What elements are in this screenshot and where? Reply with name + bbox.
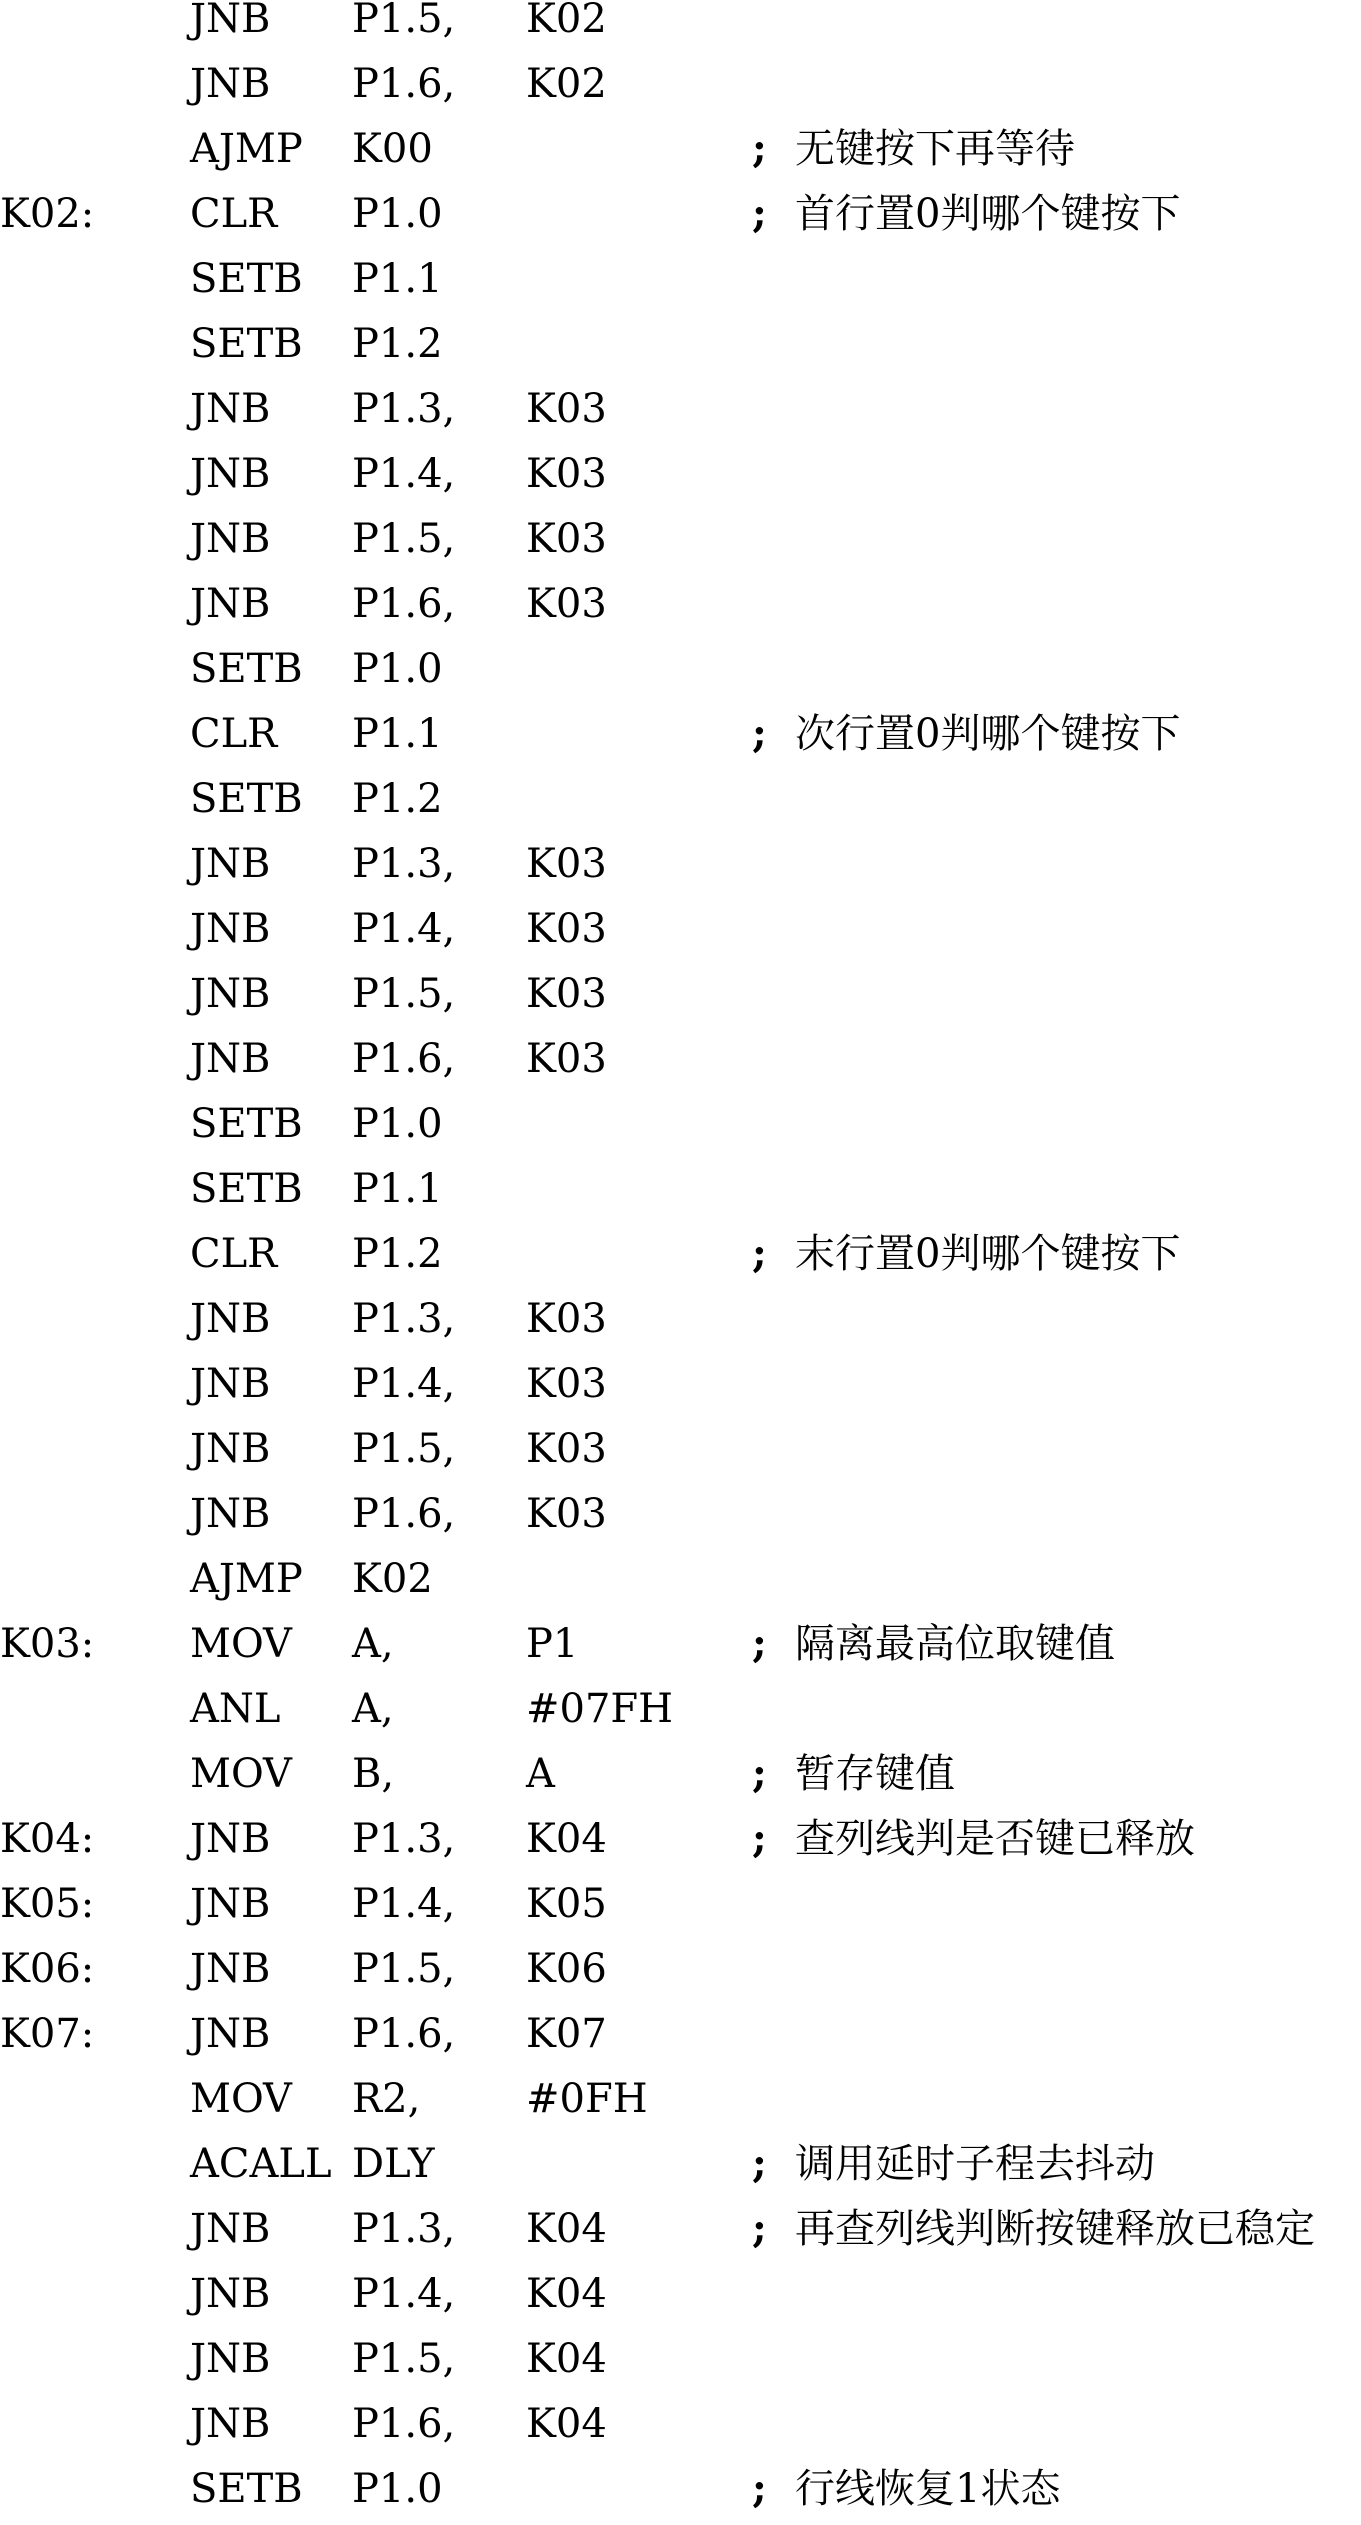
code-operand-1: P1.0 <box>352 191 443 237</box>
code-mnemonic: JNB <box>190 1426 271 1472</box>
code-line <box>0 571 1361 637</box>
code-line <box>0 1156 1361 1222</box>
code-operand-2: K03 <box>526 1296 607 1342</box>
code-mnemonic: AJMP <box>190 1556 303 1602</box>
code-line <box>0 51 1361 117</box>
code-operand-1: R2, <box>352 2076 421 2122</box>
code-operand-2: K04 <box>526 2336 607 2382</box>
code-mnemonic: CLR <box>190 1231 278 1277</box>
code-mnemonic: SETB <box>190 2466 303 2512</box>
code-comment: 末行置0判哪个键按下 <box>795 1231 1181 1277</box>
code-operand-1: P1.1 <box>352 711 443 757</box>
code-operand-1: P1.2 <box>352 1231 443 1277</box>
code-mnemonic: MOV <box>190 1621 292 1667</box>
code-line <box>0 766 1361 832</box>
code-operand-2: K04 <box>526 2271 607 2317</box>
code-line <box>0 246 1361 312</box>
code-operand-1: P1.6, <box>352 61 456 107</box>
comment-delimiter: ; <box>752 1230 767 1277</box>
code-operand-1: A, <box>352 1621 394 1667</box>
code-mnemonic: JNB <box>190 1036 271 1082</box>
code-line <box>0 2391 1361 2457</box>
code-mnemonic: JNB <box>190 2206 271 2252</box>
code-mnemonic: SETB <box>190 321 303 367</box>
code-mnemonic: JNB <box>190 1946 271 1992</box>
code-operand-1: P1.1 <box>352 1166 443 1212</box>
code-line <box>0 1676 1361 1742</box>
comment-delimiter: ; <box>752 190 767 237</box>
code-line <box>0 2456 1361 2522</box>
code-operand-2: K03 <box>526 1036 607 1082</box>
code-mnemonic: JNB <box>190 2011 271 2057</box>
comment-delimiter: ; <box>752 2140 767 2187</box>
code-mnemonic: JNB <box>190 61 271 107</box>
code-operand-1: P1.5, <box>352 516 456 562</box>
code-operand-2: A <box>526 1751 555 1797</box>
code-mnemonic: MOV <box>190 1751 292 1797</box>
code-mnemonic: JNB <box>190 451 271 497</box>
code-mnemonic: JNB <box>190 906 271 952</box>
code-operand-2: #07FH <box>526 1686 674 1732</box>
code-operand-1: P1.6, <box>352 581 456 627</box>
code-line <box>0 2326 1361 2392</box>
code-operand-1: P1.5, <box>352 2336 456 2382</box>
code-mnemonic: SETB <box>190 256 303 302</box>
code-operand-2: K03 <box>526 971 607 1017</box>
code-line <box>0 2261 1361 2327</box>
code-operand-1: P1.3, <box>352 841 456 887</box>
code-mnemonic: MOV <box>190 2076 292 2122</box>
code-operand-2: K03 <box>526 581 607 627</box>
code-label: K05: <box>0 1881 95 1927</box>
code-mnemonic: JNB <box>190 2336 271 2382</box>
code-operand-2: K03 <box>526 906 607 952</box>
code-mnemonic: JNB <box>190 1491 271 1537</box>
comment-delimiter: ; <box>752 710 767 757</box>
code-line <box>0 831 1361 897</box>
code-operand-2: #0FH <box>526 2076 648 2122</box>
code-line <box>0 376 1361 442</box>
code-comment: 次行置0判哪个键按下 <box>795 711 1181 757</box>
code-comment: 首行置0判哪个键按下 <box>795 191 1181 237</box>
code-mnemonic: SETB <box>190 776 303 822</box>
code-mnemonic: SETB <box>190 1166 303 1212</box>
code-operand-1: P1.6, <box>352 1036 456 1082</box>
code-operand-1: P1.0 <box>352 1101 443 1147</box>
code-mnemonic: AJMP <box>190 126 303 172</box>
code-operand-1: P1.2 <box>352 776 443 822</box>
code-operand-1: P1.6, <box>352 2011 456 2057</box>
code-mnemonic: JNB <box>190 581 271 627</box>
code-operand-2: K07 <box>526 2011 607 2057</box>
code-operand-1: P1.5, <box>352 1426 456 1472</box>
code-line <box>0 1806 1361 1872</box>
code-label: K03: <box>0 1621 95 1667</box>
code-line <box>0 636 1361 702</box>
code-line <box>0 2196 1361 2262</box>
comment-delimiter: ; <box>752 2465 767 2512</box>
code-operand-1: P1.4, <box>352 451 456 497</box>
code-mnemonic: CLR <box>190 711 278 757</box>
code-operand-2: K03 <box>526 1361 607 1407</box>
code-operand-1: A, <box>352 1686 394 1732</box>
code-operand-2: K03 <box>526 1426 607 1472</box>
code-mnemonic: JNB <box>190 1816 271 1862</box>
code-line <box>0 1091 1361 1157</box>
code-operand-1: P1.5, <box>352 1946 456 1992</box>
code-operand-2: K04 <box>526 2206 607 2252</box>
code-operand-1: P1.5, <box>352 0 456 42</box>
comment-delimiter: ; <box>752 1815 767 1862</box>
code-label: K06: <box>0 1946 95 1992</box>
code-operand-1: P1.6, <box>352 1491 456 1537</box>
code-operand-1: P1.6, <box>352 2401 456 2447</box>
code-mnemonic: SETB <box>190 1101 303 1147</box>
code-comment: 再查列线判断按键释放已稳定 <box>795 2206 1315 2252</box>
code-line <box>0 1936 1361 2002</box>
code-line <box>0 896 1361 962</box>
comment-delimiter: ; <box>752 1620 767 1667</box>
code-operand-1: P1.0 <box>352 646 443 692</box>
code-line <box>0 1286 1361 1352</box>
code-operand-1: K00 <box>352 126 433 172</box>
code-line <box>0 1611 1361 1677</box>
code-comment: 隔离最高位取键值 <box>795 1621 1115 1667</box>
code-line <box>0 441 1361 507</box>
code-comment: 行线恢复1状态 <box>795 2466 1061 2512</box>
code-mnemonic: JNB <box>190 1881 271 1927</box>
code-label: K04: <box>0 1816 95 1862</box>
code-mnemonic: ANL <box>190 1686 281 1732</box>
code-line <box>0 701 1361 767</box>
code-line <box>0 1026 1361 1092</box>
code-operand-1: P1.1 <box>352 256 443 302</box>
code-operand-2: K02 <box>526 61 607 107</box>
code-comment: 查列线判是否键已释放 <box>795 1816 1195 1862</box>
code-operand-1: DLY <box>352 2141 435 2187</box>
code-operand-2: K05 <box>526 1881 607 1927</box>
comment-delimiter: ; <box>752 2205 767 2252</box>
code-mnemonic: JNB <box>190 0 271 42</box>
code-mnemonic: JNB <box>190 1361 271 1407</box>
code-line <box>0 1546 1361 1612</box>
code-line <box>0 506 1361 572</box>
code-operand-1: P1.3, <box>352 1816 456 1862</box>
code-comment: 无键按下再等待 <box>795 126 1075 172</box>
code-operand-1: P1.4, <box>352 906 456 952</box>
code-comment: 暂存键值 <box>795 1751 955 1797</box>
code-mnemonic: JNB <box>190 2401 271 2447</box>
code-line <box>0 1481 1361 1547</box>
code-operand-1: P1.5, <box>352 971 456 1017</box>
code-operand-2: K04 <box>526 2401 607 2447</box>
code-line <box>0 311 1361 377</box>
code-mnemonic: JNB <box>190 2271 271 2317</box>
code-label: K07: <box>0 2011 95 2057</box>
code-mnemonic: CLR <box>190 191 278 237</box>
code-operand-1: P1.3, <box>352 2206 456 2252</box>
code-line <box>0 1871 1361 1937</box>
code-line <box>0 1221 1361 1287</box>
comment-delimiter: ; <box>752 1750 767 1797</box>
code-operand-1: P1.4, <box>352 2271 456 2317</box>
code-line <box>0 116 1361 182</box>
code-line <box>0 961 1361 1027</box>
code-operand-2: K03 <box>526 386 607 432</box>
code-line <box>0 1351 1361 1417</box>
code-operand-2: P1 <box>526 1621 579 1667</box>
code-line <box>0 2066 1361 2132</box>
code-mnemonic: JNB <box>190 516 271 562</box>
code-mnemonic: JNB <box>190 971 271 1017</box>
code-mnemonic: JNB <box>190 386 271 432</box>
code-operand-1: P1.3, <box>352 386 456 432</box>
code-operand-1: K02 <box>352 1556 433 1602</box>
code-line <box>0 181 1361 247</box>
code-line <box>0 2131 1361 2197</box>
code-operand-2: K02 <box>526 0 607 42</box>
code-line <box>0 2001 1361 2067</box>
code-operand-1: P1.4, <box>352 1881 456 1927</box>
code-line <box>0 1741 1361 1807</box>
code-operand-2: K04 <box>526 1816 607 1862</box>
code-mnemonic: JNB <box>190 841 271 887</box>
code-operand-1: B, <box>352 1751 395 1797</box>
comment-delimiter: ; <box>752 125 767 172</box>
code-comment: 调用延时子程去抖动 <box>795 2141 1155 2187</box>
code-operand-2: K03 <box>526 1491 607 1537</box>
code-mnemonic: ACALL <box>190 2141 332 2187</box>
code-operand-2: K03 <box>526 451 607 497</box>
code-mnemonic: SETB <box>190 646 303 692</box>
code-operand-2: K03 <box>526 841 607 887</box>
code-label: K02: <box>0 191 95 237</box>
code-line <box>0 0 1361 52</box>
code-line <box>0 1416 1361 1482</box>
code-operand-1: P1.2 <box>352 321 443 367</box>
code-operand-2: K06 <box>526 1946 607 1992</box>
code-mnemonic: JNB <box>190 1296 271 1342</box>
code-operand-1: P1.0 <box>352 2466 443 2512</box>
code-operand-2: K03 <box>526 516 607 562</box>
code-operand-1: P1.3, <box>352 1296 456 1342</box>
code-operand-1: P1.4, <box>352 1361 456 1407</box>
